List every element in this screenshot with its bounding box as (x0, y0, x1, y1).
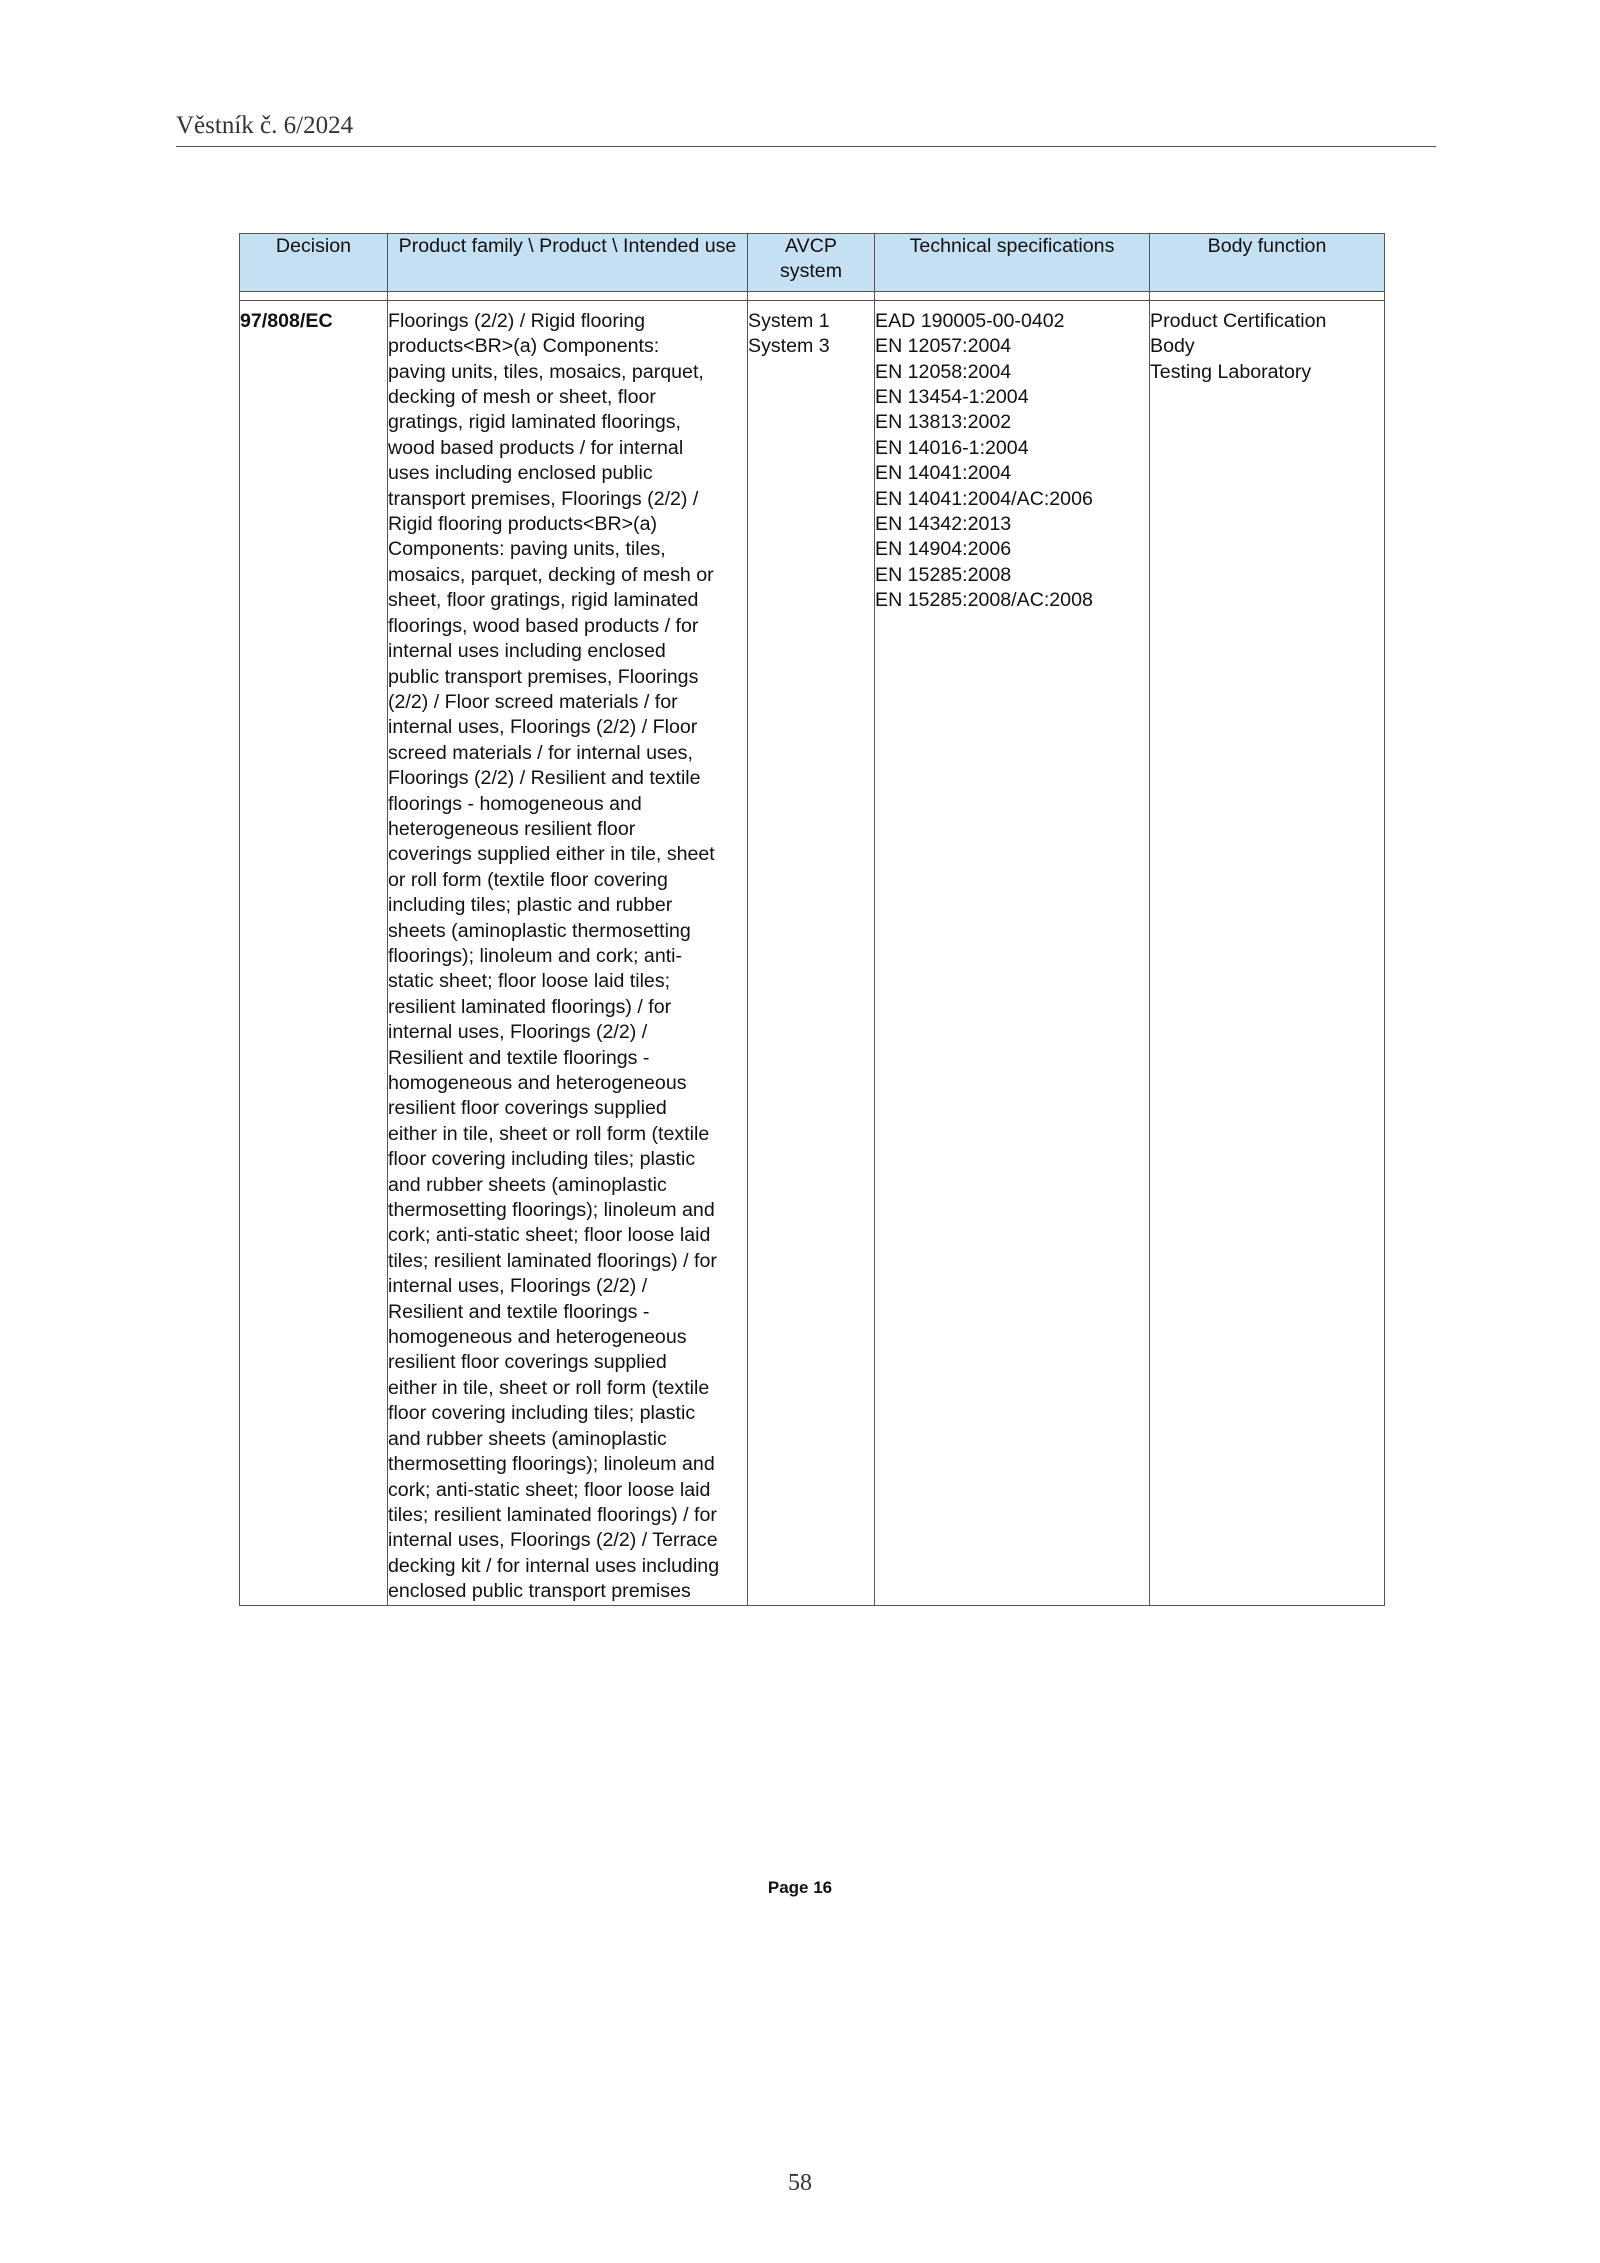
product-text-line: internal uses including enclosed (388, 640, 666, 663)
product-text-line: heterogeneous resilient floor (388, 817, 636, 840)
spec-line: EN 12058:2004 (875, 360, 1012, 383)
product-text-line: resilient laminated floorings) / for (388, 995, 672, 1018)
product-text-line: coverings supplied either in tile, sheet (388, 843, 715, 866)
spec-line: EN 14041:2004/AC:2006 (875, 487, 1093, 510)
product-text-line: either in tile, sheet or roll form (textile (388, 1376, 710, 1399)
column-header-avcp: AVCP system (748, 234, 875, 292)
product-text-line: floor covering including tiles; plastic (388, 1148, 696, 1171)
column-header-decision: Decision (240, 234, 388, 292)
product-text-line: either in tile, sheet or roll form (textile (388, 1122, 710, 1145)
product-text-line: products<BR>(a) Components: (388, 335, 660, 358)
product-text-line: tiles; resilient laminated floorings) / for (388, 1503, 717, 1526)
avcp-system-line: System 3 (748, 335, 830, 358)
product-text-line: homogeneous and heterogeneous (388, 1326, 687, 1349)
spec-line: EN 15285:2008 (875, 563, 1012, 586)
spec-line: EN 14342:2013 (875, 513, 1012, 536)
product-text-line: cork; anti-static sheet; floor loose laid (388, 1224, 711, 1247)
product-text-line: internal uses, Floorings (2/2) / Floor (388, 716, 698, 739)
decisions-table (239, 233, 1385, 1606)
product-text-line: decking kit / for internal uses including (388, 1554, 720, 1577)
product-text-line: thermosetting floorings); linoleum and (388, 1453, 715, 1476)
product-text-line: floorings); linoleum and cork; anti- (388, 944, 683, 967)
product-text-line: screed materials / for internal uses, (388, 741, 693, 764)
product-text-line: Resilient and textile floorings - (388, 1046, 650, 1069)
product-text-line: homogeneous and heterogeneous (388, 1072, 687, 1094)
product-text-line: uses including enclosed public (388, 462, 653, 485)
body-function-cell (1150, 300, 1385, 1605)
product-text-line: internal uses, Floorings (2/2) / (388, 1021, 648, 1044)
avcp-system-line: System 1 (748, 309, 830, 332)
product-text-line: internal uses, Floorings (2/2) / (388, 1275, 648, 1298)
product-text-line: and rubber sheets (aminoplastic (388, 1427, 667, 1450)
product-text-line: floorings, wood based products / for (388, 614, 699, 637)
product-text-line: paving units, tiles, mosaics, parquet, (388, 360, 704, 383)
table-spacer-row (240, 291, 1385, 300)
product-text-line: and rubber sheets (aminoplastic (388, 1173, 667, 1196)
column-header-specs: Technical specifications (875, 234, 1150, 292)
product-text-line: transport premises, Floorings (2/2) / (388, 487, 699, 510)
product-text-line: Floorings (2/2) / Rigid flooring (388, 309, 646, 332)
page-number: 58 (788, 2170, 812, 2196)
product-text-line: including tiles; plastic and rubber (388, 894, 673, 917)
product-text-line: enclosed public transport premises (388, 1580, 691, 1603)
body-function-line: Testing Laboratory (1150, 360, 1312, 383)
product-text-line: cork; anti-static sheet; floor loose laid (388, 1478, 711, 1501)
spec-line: EN 13454-1:2004 (875, 386, 1029, 409)
product-lines (388, 309, 747, 1605)
product-text-line: tiles; resilient laminated floorings) / for (388, 1249, 717, 1272)
body-function-line: Product Certification (1150, 309, 1327, 332)
column-header-body-function: Body function (1150, 234, 1385, 292)
avcp-lines (748, 309, 874, 360)
product-text-line: resilient floor coverings supplied (388, 1351, 667, 1374)
spec-line: EN 14016-1:2004 (875, 436, 1029, 459)
product-text-line: or roll form (textile floor covering (388, 868, 668, 891)
product-text-line: Components: paving units, tiles, (388, 538, 666, 561)
product-text-line: sheets (aminoplastic thermosetting (388, 919, 691, 942)
page-header (176, 112, 1436, 147)
body-function-line: Body (1150, 335, 1195, 358)
product-text-line: decking of mesh or sheet, floor (388, 386, 656, 409)
product-text-line: floorings - homogeneous and (388, 792, 642, 815)
product-text-line: static sheet; floor loose laid tiles; (388, 970, 671, 993)
product-text-line: sheet, floor gratings, rigid laminated (388, 589, 699, 612)
spec-line: EN 14041:2004 (875, 462, 1012, 485)
product-text-line: Resilient and textile floorings - (388, 1300, 650, 1323)
product-text-line: (2/2) / Floor screed materials / for (388, 690, 678, 713)
spec-lines (875, 309, 1149, 614)
spec-line: EAD 190005-00-0402 (875, 309, 1065, 332)
product-text-line: public transport premises, Floorings (388, 665, 699, 688)
body-function-lines (1150, 309, 1384, 385)
page-label: Page 16 (767, 1878, 833, 1897)
journal-title: Věstník č. 6/2024 (176, 112, 354, 139)
product-text-line: gratings, rigid laminated floorings, (388, 411, 681, 434)
table-header-row (240, 234, 1385, 292)
column-header-product: Product family \ Product \ Intended use (388, 234, 748, 292)
product-text-line: Floorings (2/2) / Resilient and textile (388, 767, 701, 790)
product-text-line: internal uses, Floorings (2/2) / Terrace (388, 1529, 718, 1552)
product-text-line: mosaics, parquet, decking of mesh or (388, 563, 714, 586)
avcp-cell (748, 300, 875, 1605)
spec-line: EN 13813:2002 (875, 411, 1012, 434)
specs-cell (875, 300, 1150, 1605)
product-text-line: Rigid flooring products<BR>(a) (388, 513, 658, 536)
product-text-line: resilient floor coverings supplied (388, 1097, 667, 1120)
table-row (240, 300, 1385, 1605)
product-cell (388, 300, 748, 1605)
spec-line: EN 14904:2006 (875, 538, 1012, 561)
product-text-line: floor covering including tiles; plastic (388, 1402, 696, 1425)
decision-cell: 97/808/EC (240, 300, 388, 1605)
spec-line: EN 15285:2008/AC:2008 (875, 589, 1093, 612)
product-text-line: thermosetting floorings); linoleum and (388, 1199, 715, 1222)
product-text-line: wood based products / for internal (388, 436, 684, 459)
spec-line: EN 12057:2004 (875, 335, 1012, 358)
